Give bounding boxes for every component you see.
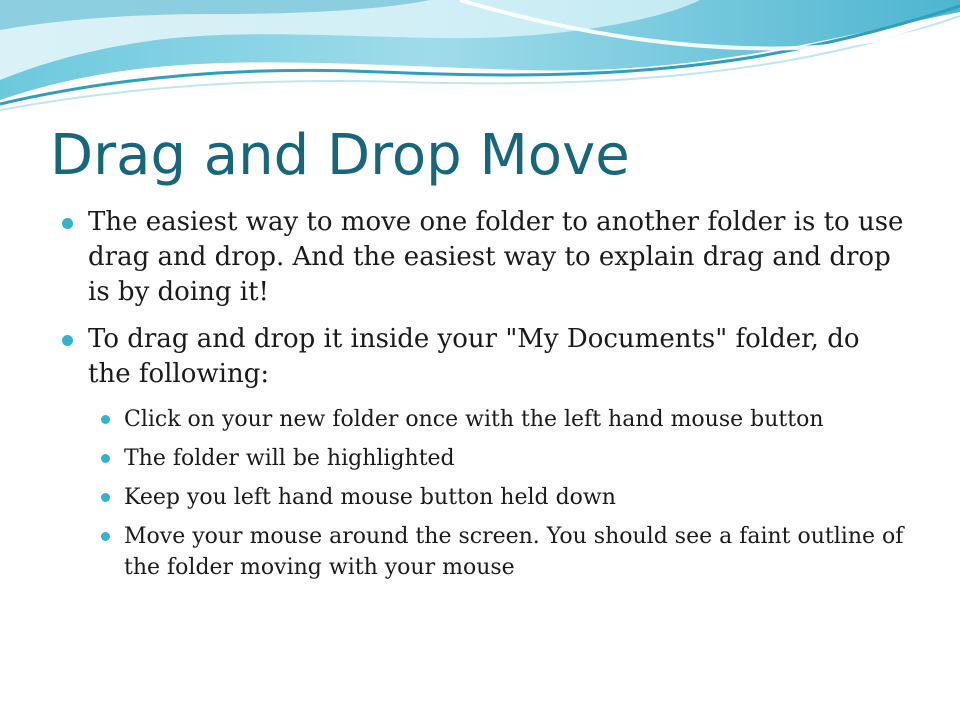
sub-bullet-item: [97, 443, 905, 474]
sub-bullet-item: [97, 482, 905, 513]
bullet-text: To drag and drop it inside your "My Documents" folder, do the following:: [88, 324, 860, 389]
slide-title: Drag and Drop Move: [50, 123, 630, 188]
sub-bullet-text: Move your mouse around the screen. You should see a faint outline of the folder moving with your mouse: [124, 524, 904, 580]
round-bullet-icon: [62, 335, 73, 346]
sub-bullet-text: Keep you left hand mouse button held down: [124, 485, 616, 510]
round-bullet-icon: [101, 454, 110, 463]
header-wave-decoration: [0, 0, 960, 120]
sub-bullet-list: [60, 404, 905, 583]
bullet-item: [60, 322, 905, 392]
bullet-item: [60, 205, 905, 310]
round-bullet-icon: [62, 218, 73, 229]
bullet-text: The easiest way to move one folder to another folder is to use drag and drop. And the easiest way to explain drag and drop is by doing it!: [88, 207, 904, 307]
sub-bullet-item: [97, 404, 905, 435]
sub-bullet-text: Click on your new folder once with the left hand mouse button: [124, 407, 824, 432]
round-bullet-icon: [101, 415, 110, 424]
round-bullet-icon: [101, 532, 110, 541]
sub-bullet-item: [97, 521, 905, 583]
slide-body: [60, 205, 905, 591]
sub-bullet-text: The folder will be highlighted: [124, 446, 455, 471]
round-bullet-icon: [101, 493, 110, 502]
